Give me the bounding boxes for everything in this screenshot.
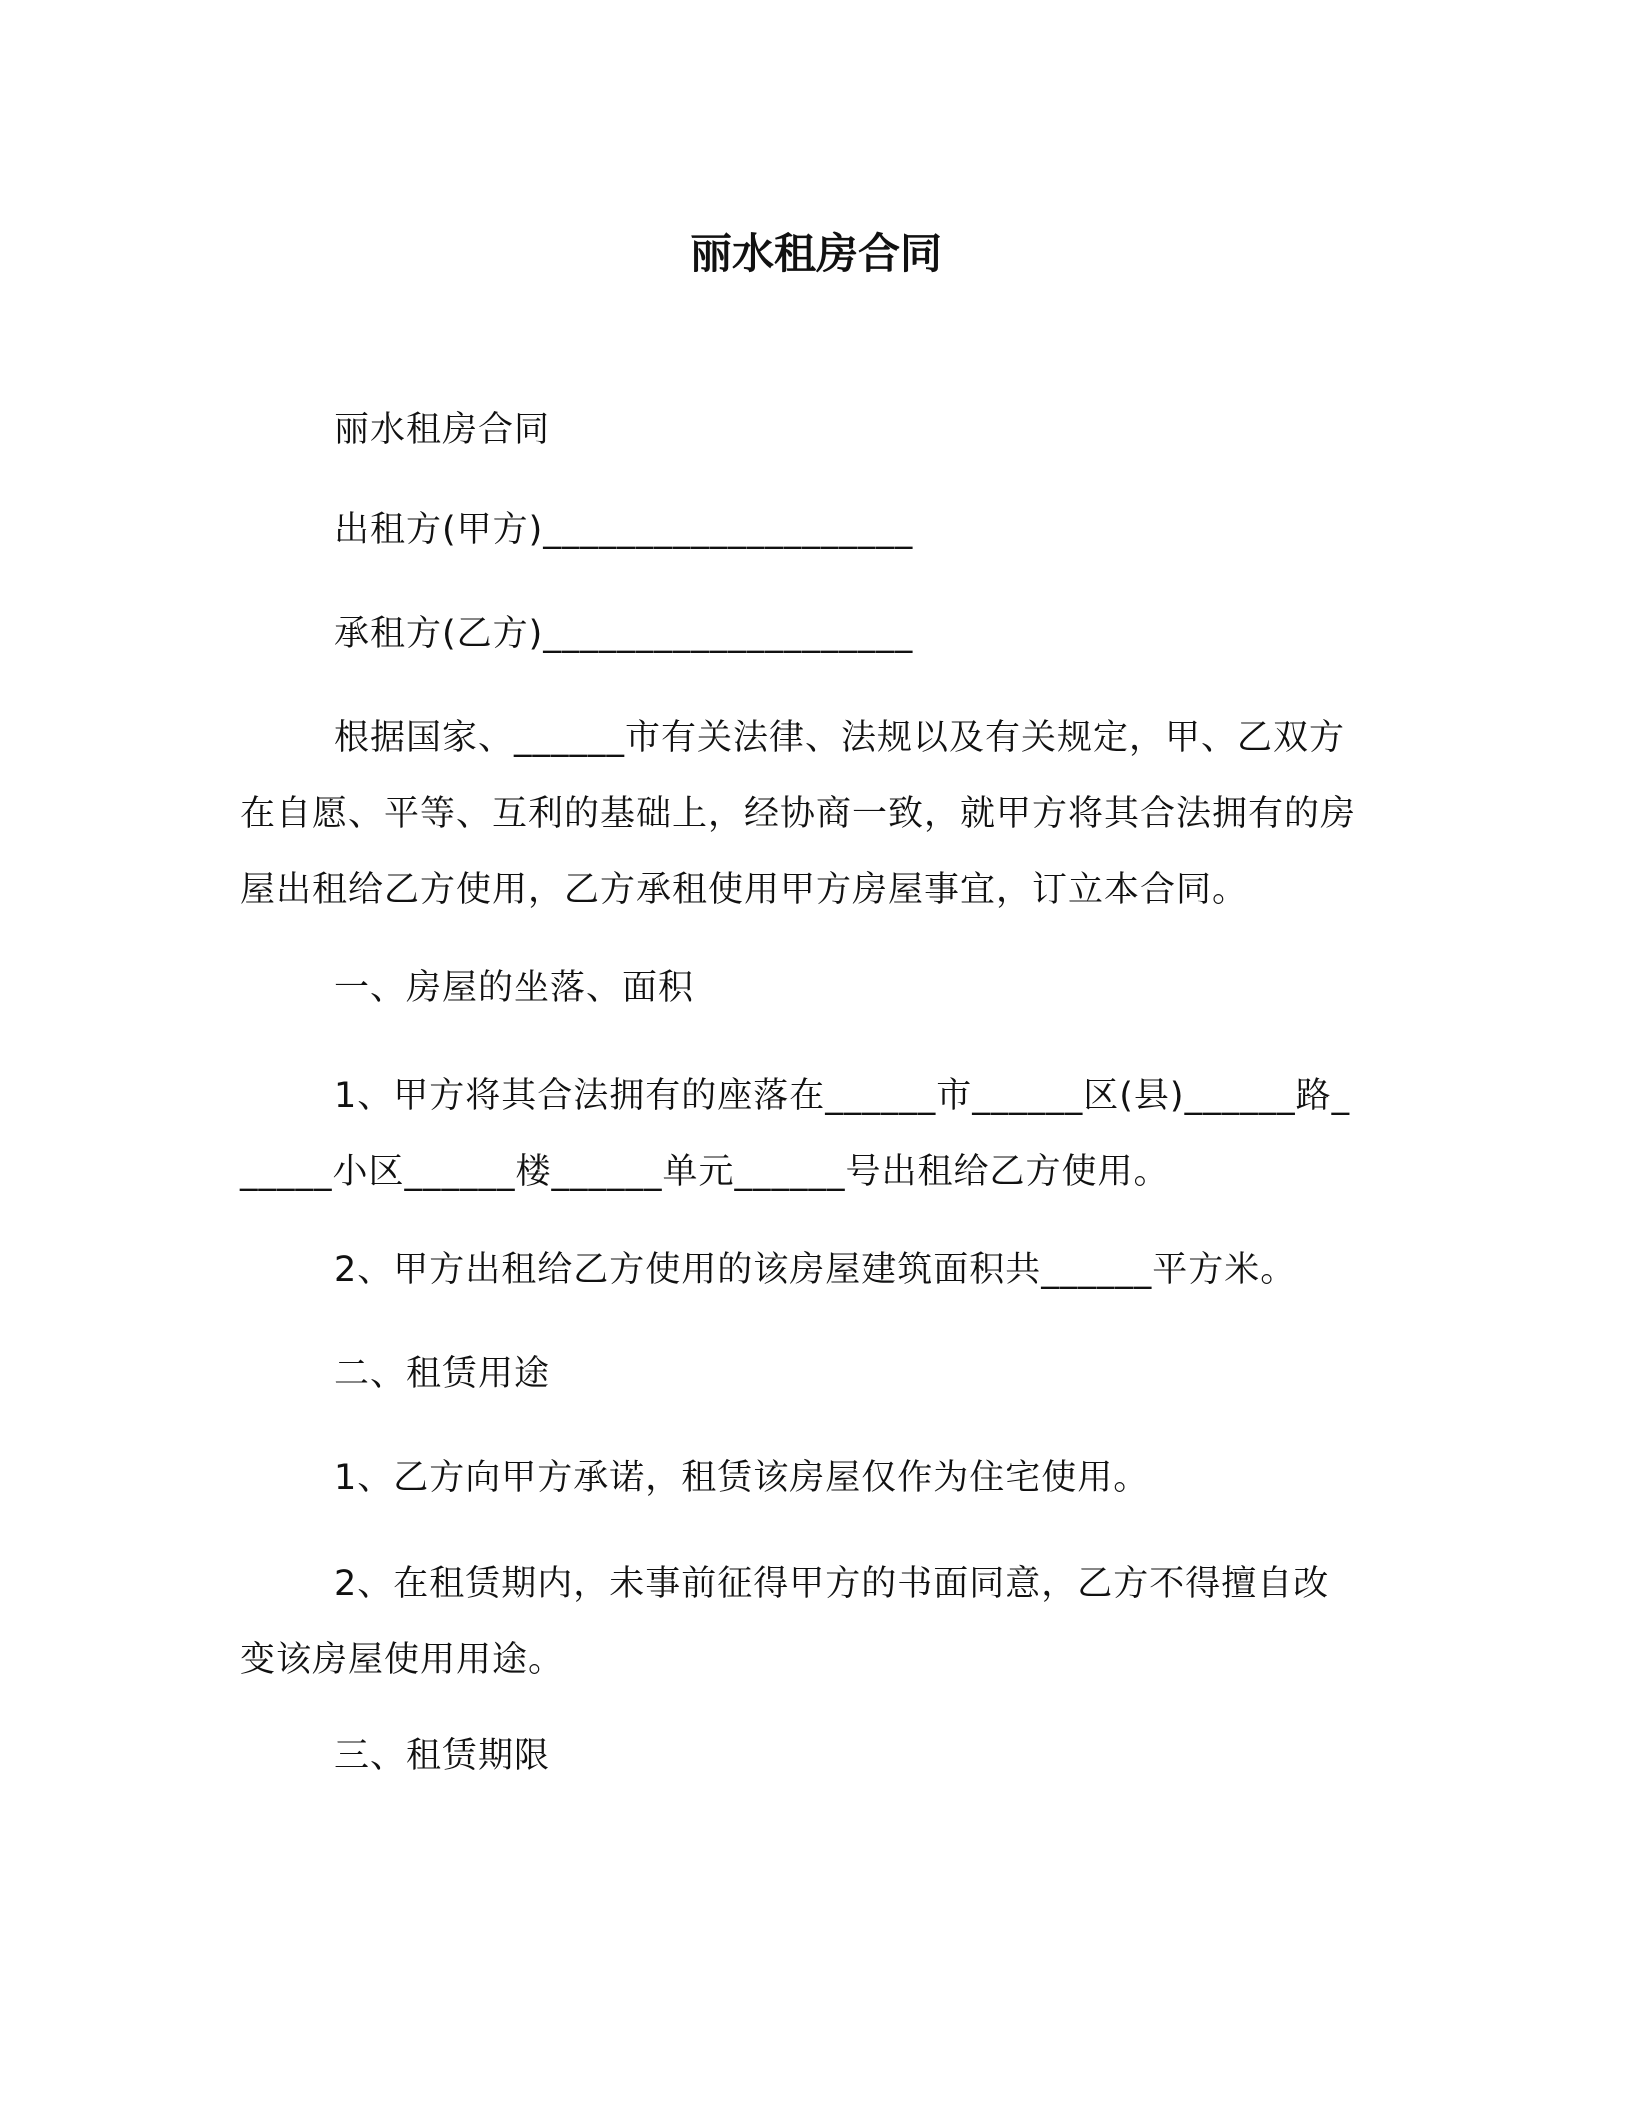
clause-1-1: 1、甲方将其合法拥有的座落在______市______区(县)______路______小区______楼______单元______号出租给乙方使用。 [240,1076,1351,1192]
clause-1-2: 2、甲方出租给乙方使用的该房屋建筑面积共______平方米。 [334,1250,1297,1290]
section-two-heading: 二、租赁用途 [334,1354,551,1394]
section-one-heading: 一、房屋的坐落、面积 [334,968,695,1008]
preamble-paragraph: 根据国家、______市有关法律、法规以及有关规定，甲、乙双方在自愿、平等、互利的基础上，经协商一致，就甲方将其合法拥有的房屋出租给乙方使用，乙方承租使用甲方房屋事宜，订立本合同。 [240,718,1357,910]
lessee-line: 承租方(乙方)____________________ [334,614,914,654]
clause-2-2: 2、在租赁期内，未事前征得甲方的书面同意，乙方不得擅自改变该房屋使用用途。 [240,1564,1330,1680]
document-title: 丽水租房合同 [689,229,942,278]
clause-2-1: 1、乙方向甲方承诺，租赁该房屋仅作为住宅使用。 [334,1458,1150,1498]
section-three-heading: 三、租赁期限 [334,1736,551,1776]
lessor-line: 出租方(甲方)____________________ [334,510,914,550]
contract-heading: 丽水租房合同 [334,410,551,450]
